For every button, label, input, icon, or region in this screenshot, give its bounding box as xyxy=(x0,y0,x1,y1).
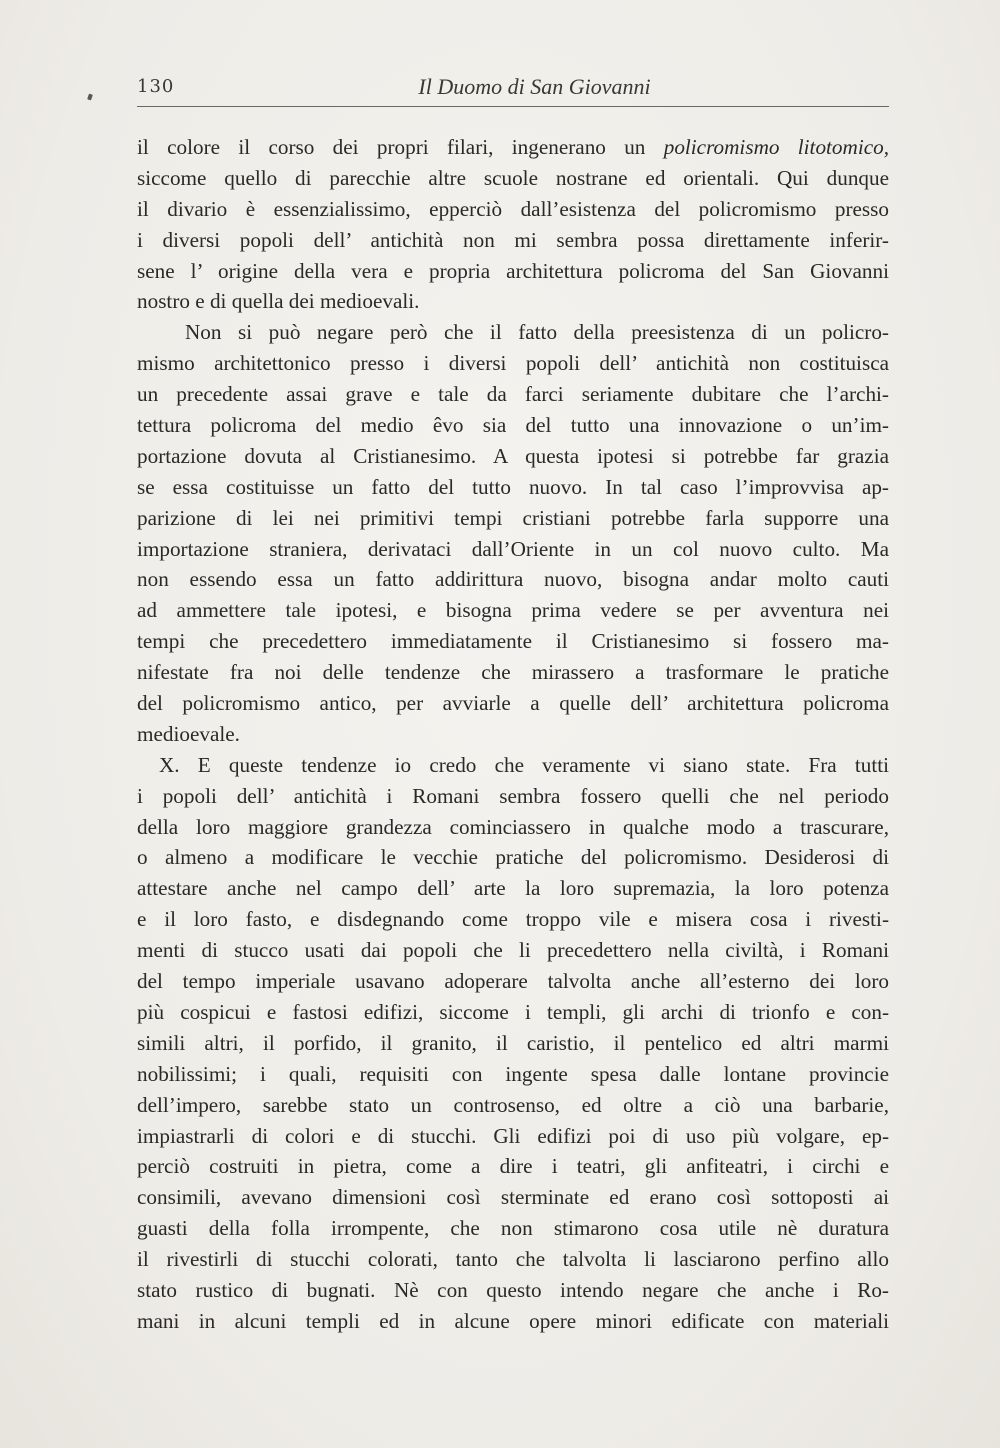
text-line xyxy=(137,163,889,194)
text-line xyxy=(137,1306,889,1337)
text-line xyxy=(137,503,889,534)
text-line-content: il colore il corso dei propri filari, ingenerano un xyxy=(137,135,664,159)
text-line xyxy=(137,441,889,472)
text-line-content: importazione straniera, derivataci dall’Oriente in un col nuovo culto. Ma xyxy=(137,536,889,561)
text-line xyxy=(137,286,889,317)
text-line xyxy=(137,410,889,441)
text-line xyxy=(137,1151,889,1182)
text-line xyxy=(137,379,889,410)
text-line-content: impiastrarli di colori e di stucchi. Gli edifizi poi di uso più volgare, ep- xyxy=(137,1123,889,1148)
text-line xyxy=(137,1213,889,1244)
text-line-content: del tempo imperiale usavano adoperare talvolta anche all’esterno dei loro xyxy=(137,969,889,994)
text-line-content: consimili, avevano dimensioni così sterminate ed erano così sottoposti ai xyxy=(137,1185,889,1210)
text-line-content: il divario è essenzialissimo, epperciò dall’esistenza del policromismo presso xyxy=(137,196,889,221)
text-line xyxy=(137,1090,889,1121)
text-line xyxy=(137,348,889,379)
page-header xyxy=(137,70,892,104)
text-line-content: della loro maggiore grandezza cominciassero in qualche modo a trascurare, xyxy=(137,814,889,839)
header-rule xyxy=(137,106,889,107)
text-line xyxy=(137,935,889,966)
text-line-content: ad ammettere tale ipotesi, e bisogna prima vedere se per avventura nei xyxy=(137,598,889,623)
text-line xyxy=(137,842,889,873)
text-line-content: un precedente assai grave e tale da farci seriamente dubitare che l’archi- xyxy=(137,382,889,407)
text-line xyxy=(137,1059,889,1090)
text-line-content: perciò costruiti in pietra, come a dire i teatri, gli anfiteatri, i circhi e xyxy=(137,1154,889,1179)
text-line-content: e il loro fasto, e disdegnando come troppo vile e misera cosa i rivesti- xyxy=(137,907,889,932)
text-line xyxy=(137,657,889,688)
page-number: 130 xyxy=(137,76,175,97)
text-line-content: il rivestirli di stucchi colorati, tanto che talvolta li lasciarono perfino allo xyxy=(137,1247,889,1272)
text-line-content: attestare anche nel campo dell’ arte la loro supremazia, la loro potenza xyxy=(137,876,889,901)
text-line-content: parizione di lei nei primitivi tempi cristiani potrebbe farla supporre una xyxy=(137,505,889,530)
text-line xyxy=(137,812,889,843)
text-line xyxy=(137,472,889,503)
text-line xyxy=(137,564,889,595)
running-title: Il Duomo di San Giovanni xyxy=(418,74,651,99)
text-line xyxy=(137,132,889,163)
text-line-content: stato rustico di bugnati. Nè con questo intendo negare che anche i Ro- xyxy=(137,1277,889,1302)
text-line-content: Non si può negare però che il fatto della preesistenza di un policro- xyxy=(185,320,889,345)
text-line-content: mani in alcuni templi ed in alcune opere minori edificate con materiali xyxy=(137,1308,889,1333)
text-line-content: simili altri, il porfido, il granito, il caristio, il pentelico ed altri marmi xyxy=(137,1030,889,1055)
text-line-content: X. E queste tendenze io credo che veramente vi siano state. Fra tutti xyxy=(159,752,889,777)
text-line-content: non essendo essa un fatto addirittura nuovo, bisogna andar molto cauti xyxy=(137,567,889,592)
text-line xyxy=(137,750,889,781)
text-line-content: o almeno a modificare le vecchie pratiche del policromismo. Desiderosi di xyxy=(137,845,889,870)
text-line-content: siccome quello di parecchie altre scuole nostrane ed orientali. Qui dunque xyxy=(137,165,889,190)
text-line xyxy=(137,904,889,935)
text-line-content: i diversi popoli dell’ antichità non mi sembra possa direttamente inferir- xyxy=(137,227,889,252)
text-line-content: nobilissimi; i quali, requisiti con ingente spesa dalle lontane provincie xyxy=(137,1061,889,1086)
text-line-content: portazione dovuta al Cristianesimo. A questa ipotesi si potrebbe far grazia xyxy=(137,443,889,468)
text-line xyxy=(137,1275,889,1306)
text-line xyxy=(137,966,889,997)
text-line-content: tettura policroma del medio êvo sia del tutto una innovazione o un’im- xyxy=(137,413,889,438)
text-line-content: del policromismo antico, per avviarle a quelle dell’ architettura policroma xyxy=(137,691,889,716)
text-line-content: guasti della folla irrompente, che non stimarono cosa utile nè duratura xyxy=(137,1216,889,1241)
text-line-content: dell’impero, sarebbe stato un controsenso, ed oltre a ciò una barbarie, xyxy=(137,1092,889,1117)
text-line-content: nostro e di quella dei medioevali. xyxy=(137,289,420,314)
text-line-content: medioevale. xyxy=(137,721,240,746)
text-line xyxy=(137,194,889,225)
text-line-content: sene l’ origine della vera e propria architettura policroma del San Giovanni xyxy=(137,258,889,283)
text-line xyxy=(137,781,889,812)
text-line xyxy=(137,256,889,287)
text-line-content: i popoli dell’ antichità i Romani sembra fossero quelli che nel periodo xyxy=(137,783,889,808)
text-line xyxy=(137,1244,889,1275)
text-line-content: nifestate fra noi delle tendenze che mirassero a trasformare le pratiche xyxy=(137,660,889,685)
text-line xyxy=(137,1182,889,1213)
text-line xyxy=(137,719,889,750)
text-line xyxy=(137,534,889,565)
text-line-content: menti di stucco usati dai popoli che li precedettero nella civiltà, i Romani xyxy=(137,938,889,963)
text-line-content: mismo architettonico presso i diversi popoli dell’ antichità non costituisca xyxy=(137,351,889,376)
text-line xyxy=(137,873,889,904)
margin-mark xyxy=(87,93,93,100)
text-line-content: tempi che precedettero immediatamente il Cristianesimo si fossero ma- xyxy=(137,629,889,654)
text-line xyxy=(137,688,889,719)
text-line xyxy=(137,1028,889,1059)
text-line xyxy=(137,997,889,1028)
text-line xyxy=(137,225,889,256)
text-line xyxy=(137,1121,889,1152)
text-line xyxy=(137,317,889,348)
italic-term: policromismo litotomico, xyxy=(663,135,889,159)
body-text xyxy=(137,132,889,1337)
text-line-content: se essa costituisse un fatto del tutto nuovo. In tal caso l’improvvisa ap- xyxy=(137,474,889,499)
text-line-content: più cospicui e fastosi edifizi, siccome i templi, gli archi di trionfo e con- xyxy=(137,999,889,1024)
text-line xyxy=(137,626,889,657)
text-line xyxy=(137,595,889,626)
